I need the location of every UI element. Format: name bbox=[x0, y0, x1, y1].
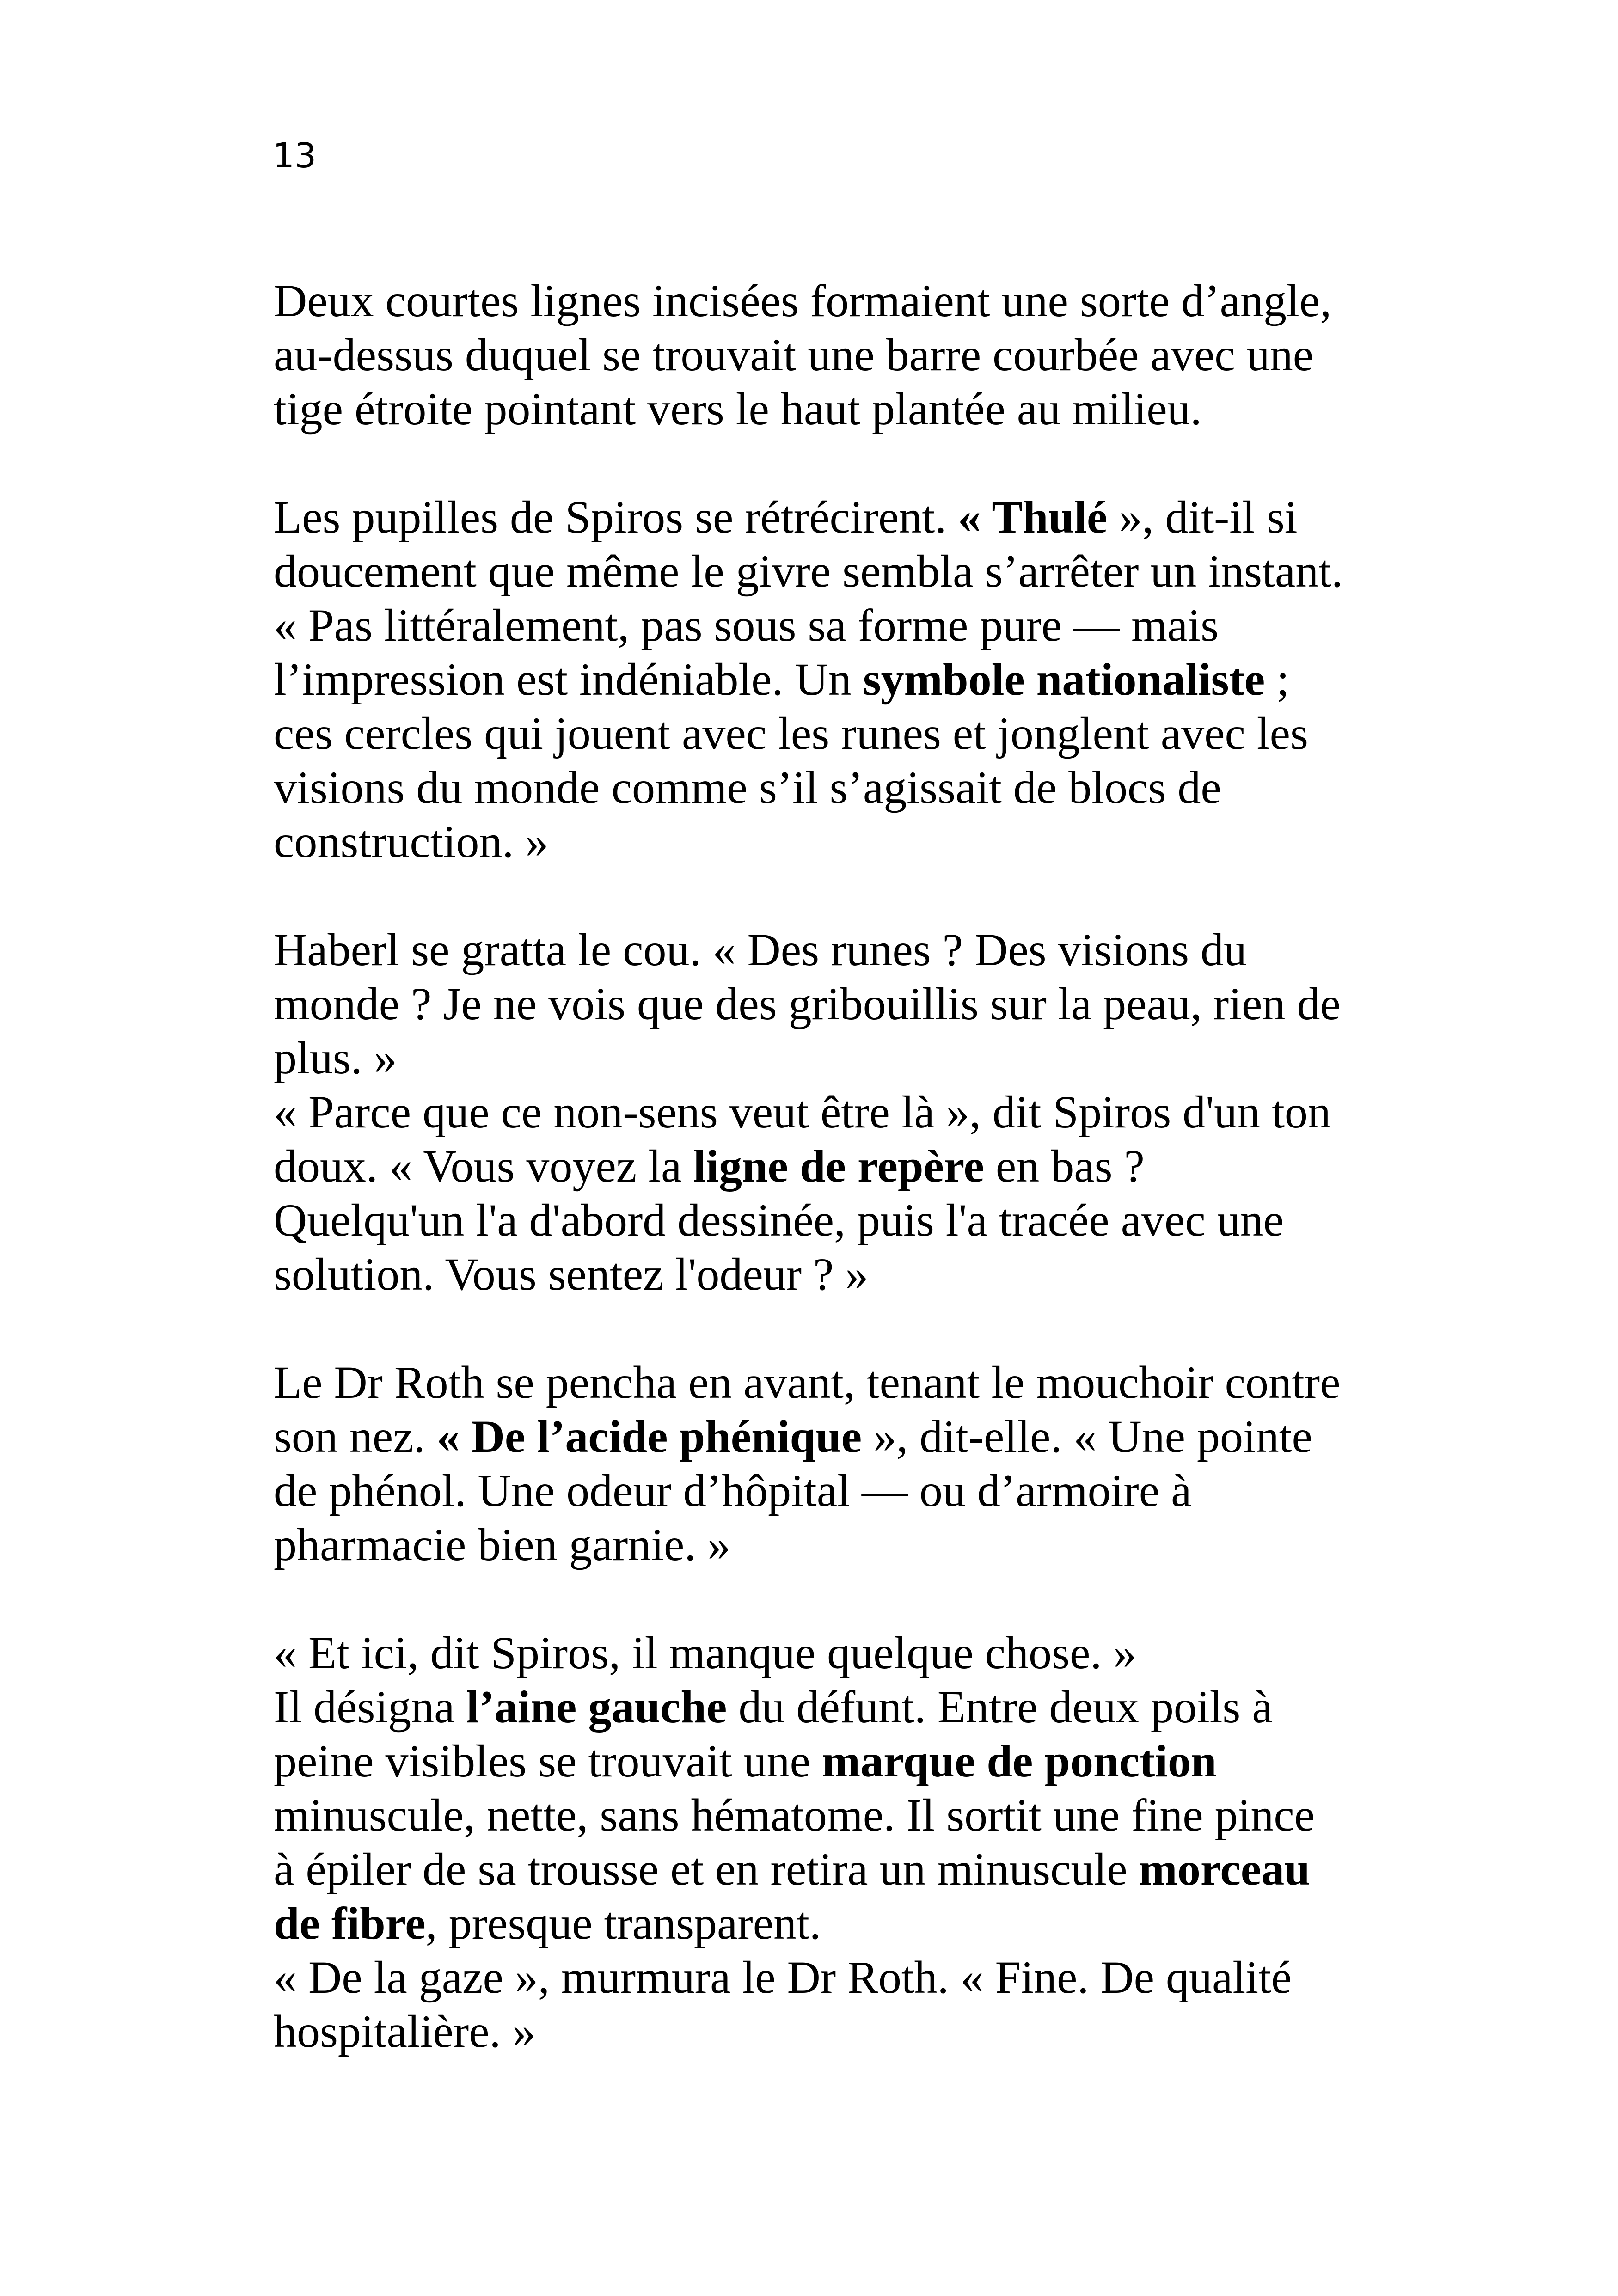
text-segment: de phénol. Une odeur d’hôpital — ou d’armoire à bbox=[274, 1465, 1192, 1516]
text-line bbox=[274, 1247, 1383, 1301]
text-segment: « Et ici, dit Spiros, il manque quelque chose. » bbox=[274, 1627, 1137, 1678]
text-line bbox=[274, 652, 1383, 706]
text-line bbox=[274, 1085, 1383, 1139]
bold-text-segment: morceau bbox=[1139, 1843, 1310, 1895]
paragraph-gap bbox=[274, 1572, 1383, 1626]
text-line bbox=[274, 977, 1383, 1031]
text-segment: , presque transparent. bbox=[425, 1898, 821, 1949]
text-segment: », dit-elle. « Une pointe bbox=[862, 1411, 1312, 1462]
text-segment: du défunt. Entre deux poils à bbox=[727, 1681, 1273, 1733]
bold-text-segment: marque de ponction bbox=[821, 1735, 1217, 1787]
text-line bbox=[274, 760, 1383, 814]
text-line bbox=[274, 1842, 1383, 1896]
text-segment: minuscule, nette, sans hématome. Il sortit une fine pince bbox=[274, 1789, 1315, 1841]
text-line bbox=[274, 1680, 1383, 1734]
text-segment: », dit-il si bbox=[1107, 491, 1298, 543]
bold-text-segment: « De l’acide phénique bbox=[436, 1411, 862, 1462]
text-line bbox=[274, 274, 1383, 328]
text-segment: son nez. bbox=[274, 1411, 437, 1462]
text-line bbox=[274, 1355, 1383, 1409]
text-segment: ; bbox=[1265, 654, 1290, 705]
paragraph-gap bbox=[274, 436, 1383, 490]
bold-text-segment: l’aine gauche bbox=[466, 1681, 727, 1733]
text-segment: hospitalière. » bbox=[274, 2006, 536, 2057]
text-line bbox=[274, 706, 1383, 760]
text-line bbox=[274, 1193, 1383, 1247]
text-segment: Les pupilles de Spiros se rétrécirent. bbox=[274, 491, 958, 543]
text-segment: ces cercles qui jouent avec les runes et jonglent avec les bbox=[274, 708, 1308, 759]
bold-text-segment: de fibre bbox=[274, 1898, 426, 1949]
text-line bbox=[274, 1463, 1383, 1518]
text-segment: peine visibles se trouvait une bbox=[274, 1735, 822, 1787]
text-segment: « Parce que ce non-sens veut être là », dit Spiros d'un ton bbox=[274, 1086, 1331, 1138]
text-line bbox=[274, 923, 1383, 977]
text-segment: « De la gaze », murmura le Dr Roth. « Fine. De qualité bbox=[274, 1952, 1292, 2003]
text-line bbox=[274, 1788, 1383, 1842]
text-segment: Deux courtes lignes incisées formaient une sorte d’angle, bbox=[274, 275, 1332, 326]
text-segment: Quelqu'un l'a d'abord dessinée, puis l'a tracée avec une bbox=[274, 1194, 1284, 1246]
text-line bbox=[274, 814, 1383, 869]
text-segment: Il désigna bbox=[274, 1681, 466, 1733]
text-line bbox=[274, 1409, 1383, 1463]
bold-text-segment: ligne de repère bbox=[693, 1140, 984, 1192]
text-segment: doux. « Vous voyez la bbox=[274, 1140, 693, 1192]
text-segment: à épiler de sa trousse et en retira un minuscule bbox=[274, 1843, 1139, 1895]
paragraph-gap bbox=[274, 869, 1383, 923]
text-line bbox=[274, 1896, 1383, 1950]
text-segment: doucement que même le givre sembla s’arrêter un instant. bbox=[274, 545, 1343, 597]
text-segment: visions du monde comme s’il s’agissait de blocs de bbox=[274, 762, 1221, 813]
paragraph-gap bbox=[274, 1301, 1383, 1355]
bold-text-segment: symbole nationaliste bbox=[863, 654, 1265, 705]
text-line bbox=[274, 1031, 1383, 1085]
text-segment: Haberl se gratta le cou. « Des runes ? Des visions du bbox=[274, 924, 1247, 975]
text-segment: « Pas littéralement, pas sous sa forme pure — mais bbox=[274, 600, 1219, 651]
text-segment: solution. Vous sentez l'odeur ? » bbox=[274, 1249, 869, 1300]
text-line bbox=[274, 328, 1383, 382]
text-line bbox=[274, 382, 1383, 436]
text-segment: plus. » bbox=[274, 1032, 397, 1084]
text-line bbox=[274, 2004, 1383, 2058]
text-line bbox=[274, 1734, 1383, 1788]
text-line bbox=[274, 1139, 1383, 1193]
page-number: 13 bbox=[273, 136, 317, 176]
text-segment: construction. » bbox=[274, 816, 549, 867]
bold-text-segment: « Thulé bbox=[958, 491, 1108, 543]
text-line bbox=[274, 490, 1383, 544]
text-line bbox=[274, 1626, 1383, 1680]
text-segment: Le Dr Roth se pencha en avant, tenant le mouchoir contre bbox=[274, 1357, 1341, 1408]
text-segment: pharmacie bien garnie. » bbox=[274, 1519, 731, 1570]
text-segment: monde ? Je ne vois que des gribouillis sur la peau, rien de bbox=[274, 978, 1341, 1029]
text-segment: en bas ? bbox=[984, 1140, 1145, 1192]
text-line bbox=[274, 1518, 1383, 1572]
text-segment: l’impression est indéniable. Un bbox=[274, 654, 863, 705]
text-line bbox=[274, 1950, 1383, 2004]
text-segment: au-dessus duquel se trouvait une barre courbée avec une bbox=[274, 329, 1314, 380]
text-line bbox=[274, 598, 1383, 652]
text-segment: tige étroite pointant vers le haut plantée au milieu. bbox=[274, 383, 1202, 435]
body-text bbox=[274, 274, 1383, 2058]
text-line bbox=[274, 544, 1383, 598]
